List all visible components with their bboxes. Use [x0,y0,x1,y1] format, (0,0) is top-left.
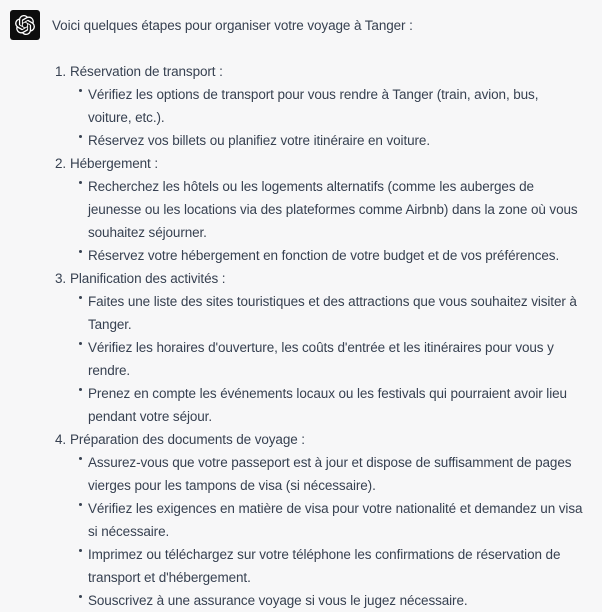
bullet-text: Recherchez les hôtels ou les logements alternatifs (comme les auberges de jeunesse ou les locations via des plateformes comme Airbnb) dans la zone où vous souhaitez séjourner. [88,179,578,240]
bullet-dot-icon [78,129,88,152]
bullet-dot-icon [78,382,88,428]
bullet-text: Réservez vos billets ou planifiez votre itinéraire en voiture. [88,133,430,148]
bullet-item [52,244,585,267]
step-title [52,60,585,83]
bullet-item [52,290,585,336]
bullet-dot-icon [78,175,88,244]
bullet-text: Faites une liste des sites touristiques et des attractions que vous souhaitez visiter à Tanger. [88,294,577,332]
message-content [52,10,585,612]
bullet-item [52,543,585,589]
bullet-text: Réservez votre hébergement en fonction de votre budget et de vos préférences. [88,248,560,263]
step-number: 1. [55,64,67,79]
bullet-dot-icon [78,336,88,382]
step-title-text: Planification des activités : [70,271,226,286]
step-title [52,267,585,290]
bullet-dot-icon [78,244,88,267]
bullet-text: Vérifiez les exigences en matière de visa pour votre nationalité et demandez un visa si nécessaire. [88,501,583,539]
step-number: 3. [55,271,67,286]
bullet-item [52,175,585,244]
bullet-item [52,382,585,428]
sub-bullet-list [52,290,585,428]
bullet-item [52,497,585,543]
step-title [52,428,585,451]
bullet-dot-icon [78,451,88,497]
bullet-text: Vérifiez les options de transport pour vous rendre à Tanger (train, avion, bus, voiture, etc.). [88,87,539,125]
intro-paragraph: Voici quelques étapes pour organiser votre voyage à Tanger : [52,18,413,33]
step-title-text: Réservation de transport : [70,64,223,79]
step-item-activites [52,267,585,428]
sub-bullet-list [52,175,585,267]
step-title-text: Préparation des documents de voyage : [70,432,305,447]
bullet-text: Souscrivez à une assurance voyage si vous le jugez nécessaire. [88,593,468,608]
bullet-text: Assurez-vous que votre passeport est à jour et dispose de suffisamment de pages vierges pour les tampons de visa (si nécessaire). [88,455,572,493]
assistant-avatar [10,10,40,40]
bullet-item [52,83,585,129]
bullet-dot-icon [78,589,88,612]
bullet-item [52,451,585,497]
openai-logo-icon [15,15,35,35]
bullet-dot-icon [78,543,88,589]
step-title [52,152,585,175]
step-item-hebergement [52,152,585,267]
step-number: 4. [55,432,67,447]
bullet-item [52,336,585,382]
bullet-item [52,589,585,612]
bullet-dot-icon [78,290,88,336]
step-title-text: Hébergement : [70,156,158,171]
sub-bullet-list [52,451,585,612]
bullet-dot-icon [78,497,88,543]
step-item-documents [52,428,585,612]
step-item-transport [52,60,585,152]
step-number: 2. [55,156,67,171]
bullet-text: Prenez en compte les événements locaux ou les festivals qui pourraient avoir lieu pendant votre séjour. [88,386,567,424]
bullet-item [52,129,585,152]
bullet-text: Imprimez ou téléchargez sur votre téléphone les confirmations de réservation de transport et d'hébergement. [88,547,561,585]
bullet-dot-icon [78,83,88,129]
steps-list [52,60,585,612]
bullet-text: Vérifiez les horaires d'ouverture, les coûts d'entrée et les itinéraires pour vous y rendre. [88,340,554,378]
sub-bullet-list [52,83,585,152]
